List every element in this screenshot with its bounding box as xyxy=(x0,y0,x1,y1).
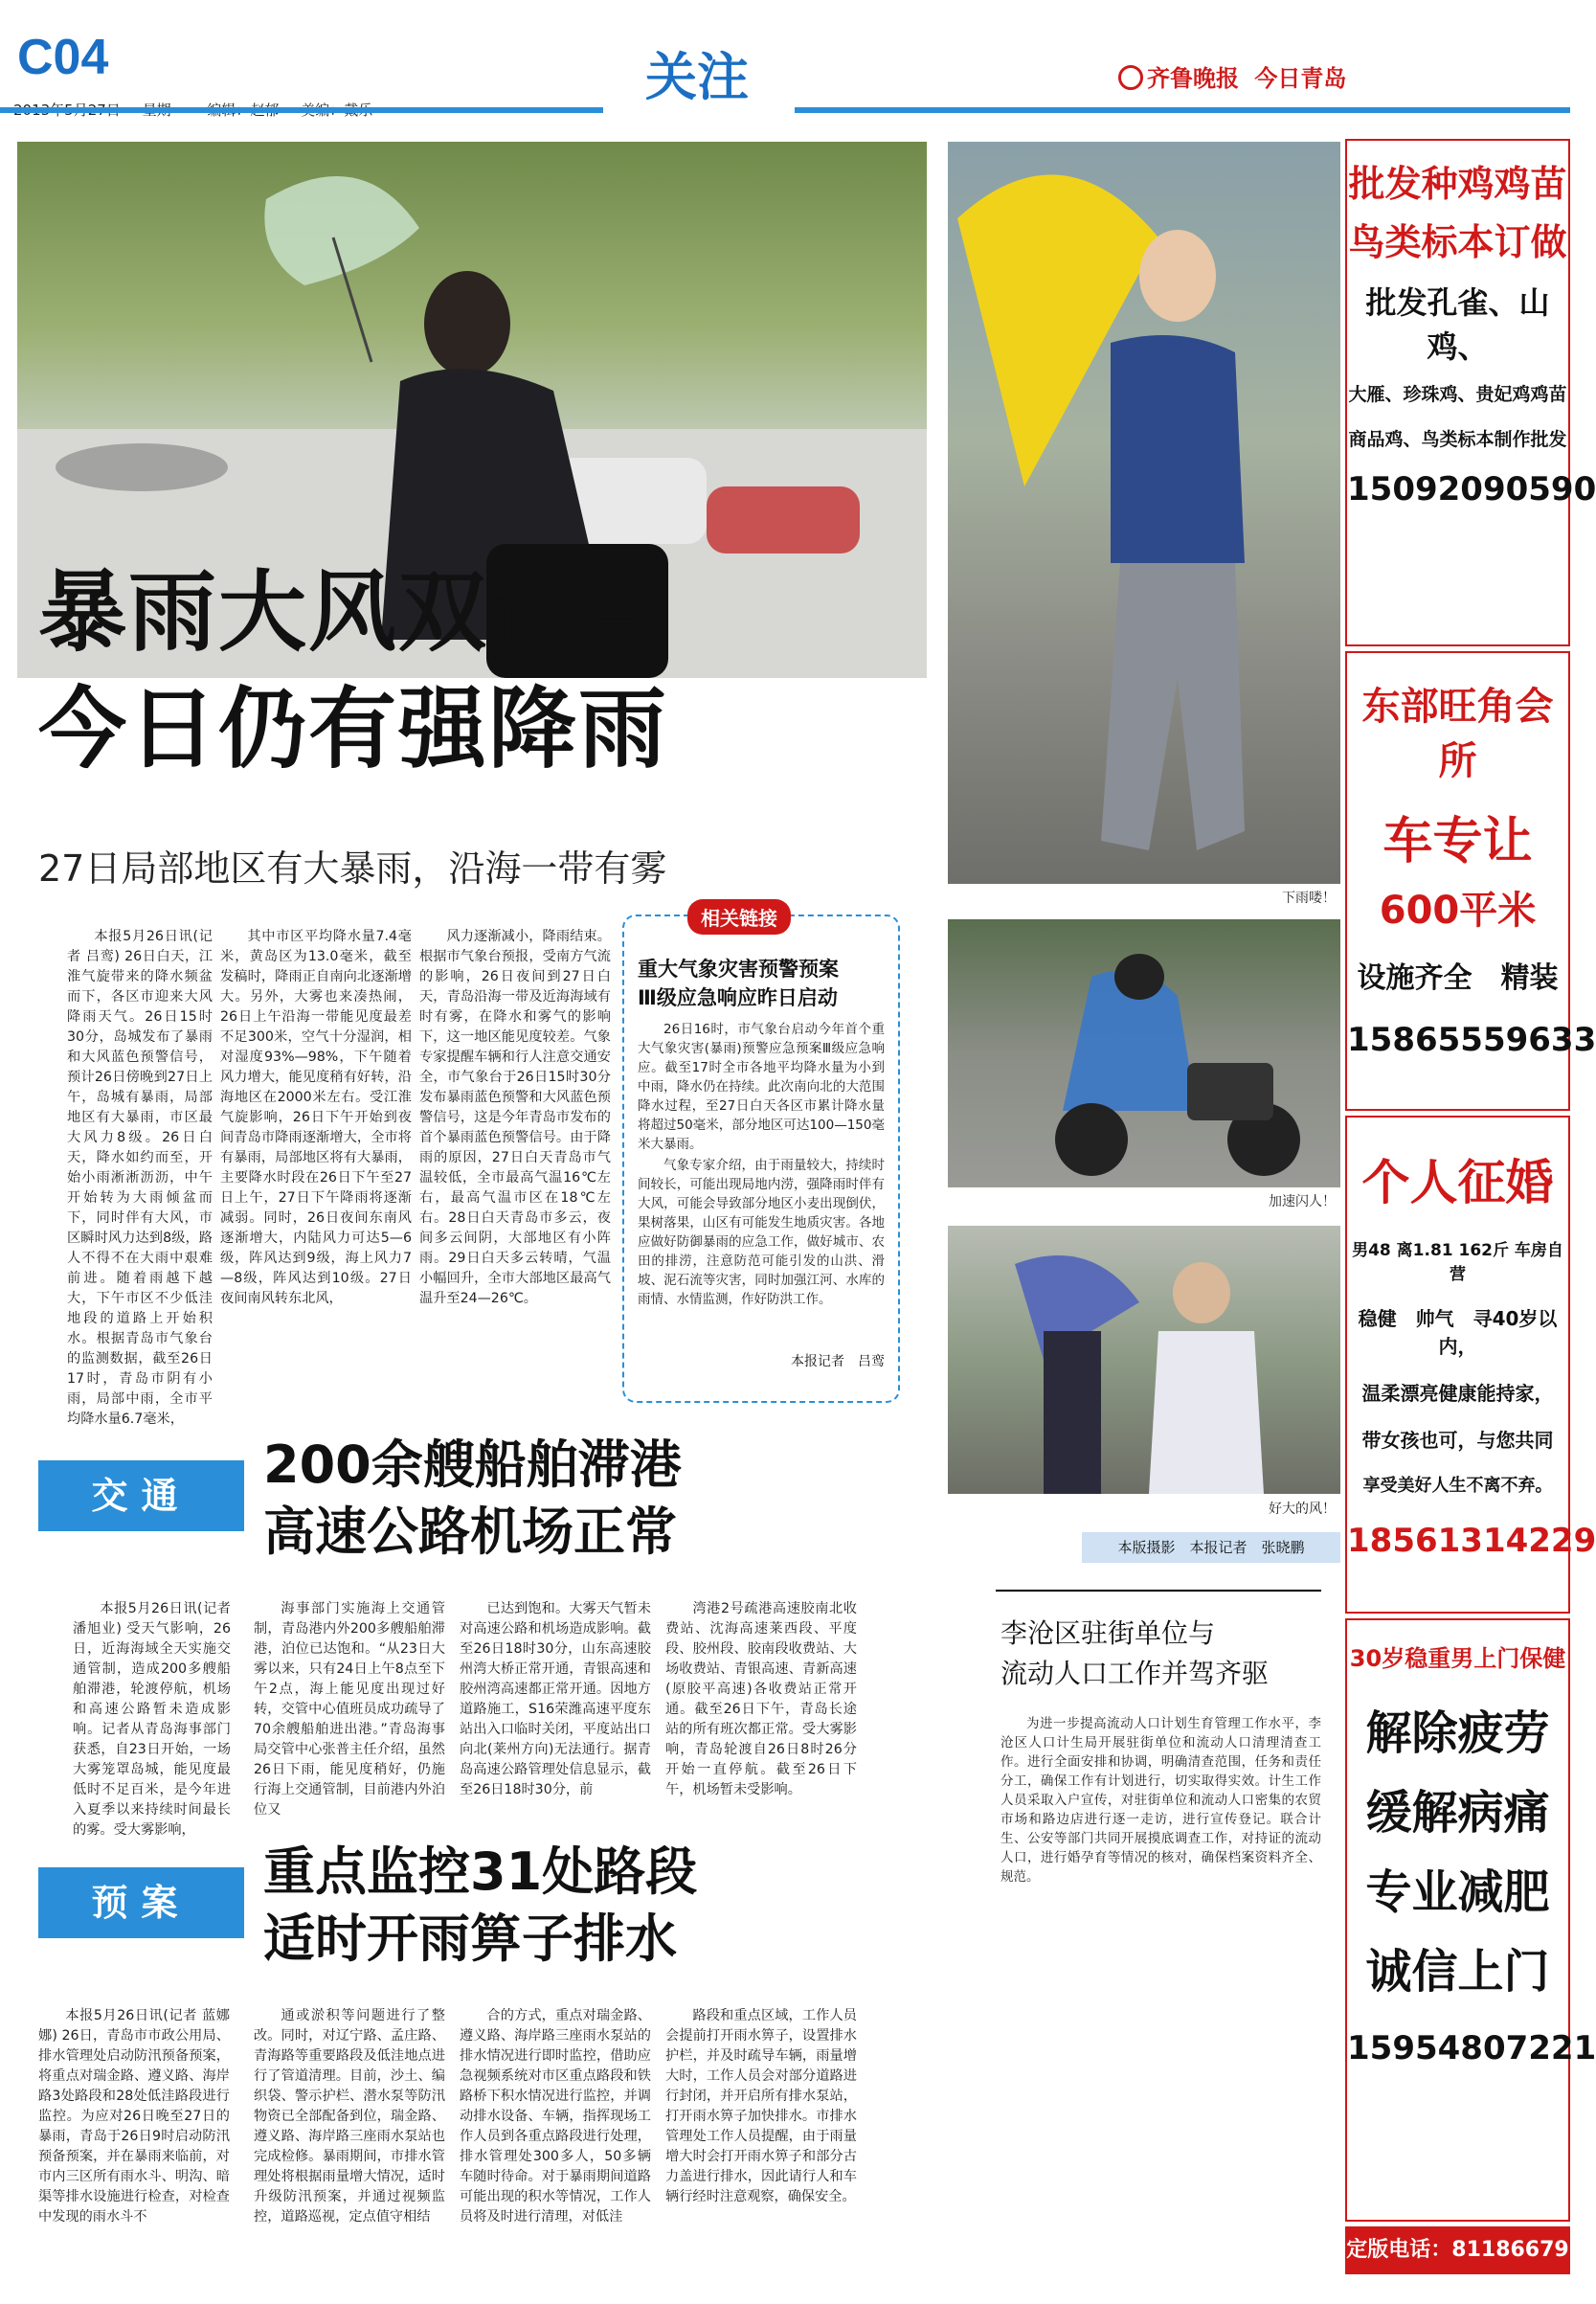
related-byline: 本报记者 吕鸾 xyxy=(791,1354,885,1369)
ad-hotline-number: 81186679 xyxy=(1451,2238,1569,2262)
ad-club-line4: 设施齐全 精装 xyxy=(1357,961,1559,995)
motorbike-illustration xyxy=(948,919,1340,1187)
traffic-title-line1: 200余艘船舶滞港 xyxy=(263,1434,682,1495)
traffic-col-2 xyxy=(254,1599,445,1829)
newspaper-name: 齐鲁晚报 xyxy=(1147,65,1239,92)
side-news-title-line1: 李沧区驻街单位与 xyxy=(1000,1617,1216,1649)
photo-boy-umbrella xyxy=(948,142,1340,884)
ad-club xyxy=(1345,651,1596,1111)
ad-health-line5: 诚信上门 xyxy=(1365,1945,1550,1999)
ad-marriage-phone: 18561314229 xyxy=(1347,1522,1596,1560)
boy-umbrella-illustration xyxy=(948,142,1340,884)
related-badge: 相关链接 xyxy=(687,899,791,935)
plan-col-3-text: 合的方式，重点对瑞金路、遵义路、海岸路三座雨水泵站的排水情况进行即时监控，借助应急视频系统对市区重点路段和铁路桥下积水情况进行监控，并调动排水设备、车辆，指挥现场工作人员到各重点路段进行处理，排水管理处300多人，50多辆车随时待命。对于暴雨期间道路可能出现的积水等情况，工作人员将及时进行清理，对低洼 xyxy=(460,2008,651,2225)
photo-credit: 本版摄影 本报记者 张晓鹏 xyxy=(1082,1532,1340,1563)
caption-2: 加速闪人！ xyxy=(1269,1194,1336,1209)
side-news-title-line2: 流动人口工作并驾齐驱 xyxy=(1000,1658,1270,1689)
ad-marriage-line3: 稳健 帅气 寻40岁以内， xyxy=(1358,1307,1558,1358)
photo-wind xyxy=(948,1226,1340,1494)
ad-birds-line3: 批发孔雀、山鸡、 xyxy=(1365,284,1550,365)
related-title-line2: Ⅲ级应急响应昨日启动 xyxy=(638,986,838,1009)
traffic-tag: 交通 xyxy=(38,1460,244,1531)
related-link-box xyxy=(622,907,900,1403)
ad-health xyxy=(1345,1618,1596,2222)
plan-tag: 预案 xyxy=(38,1867,244,1938)
traffic-col-3-text: 已达到饱和。大雾天气暂未对高速公路和机场造成影响。截至26日18时30分，山东高速胶州湾大桥正常开通，青银高速和胶州湾高速都正常开通。因地方道路施工，S16荣潍高速平度东站出入口临时关闭，平度站出口向北(莱州方向)无法通行。据青岛高速公路管理处信息显示，截至26日18时30分，前 xyxy=(460,1601,651,1797)
ad-health-phone: 15954807221 xyxy=(1347,2029,1596,2067)
traffic-col-2-text: 海事部门实施海上交通管制，青岛港内外200多艘船舶滞港，泊位已达饱和。“从23日大雾以来，只有24日上午8点至下午2点，海上能见度出现过好转，交管中心值班员成功疏导了70余艘船舶进出港。”青岛海事局交管中心张普主任介绍，虽然26日下雨，能见度稍好，仍施行海上交通管制，目前港内外泊位又 xyxy=(254,1601,445,1818)
plan-col-2-text: 通或淤积等问题进行了整改。同时，对辽宁路、孟庄路、青海路等重要路段及低洼地点进行了管道清理。目前，沙土、编织袋、警示护栏、潜水泵等防汛物资已全部配备到位，瑞金路、遵义路、海岸路三座雨水泵站也完成检修。暴雨期间，市排水管理处将根据雨量增大情况，适时升级防汛预案，并通过视频监控，道路巡视，定点值守相结 xyxy=(254,2008,445,2225)
ad-health-line2: 解除疲劳 xyxy=(1365,1706,1550,1760)
lead-title-line1: 暴雨大风双预警 xyxy=(38,561,669,664)
traffic-col-1 xyxy=(73,1599,231,1838)
section-title: 关注 xyxy=(645,47,749,107)
page-code: C04 xyxy=(17,30,109,85)
lead-col-1-text: 本报5月26日讯(记者 吕鸾) 26日白天，江淮气旋带来的降水频盆而下，各区市迎来大风降雨天气。26日15时30分，岛城发布了暴雨和大风蓝色预警信号，预计26日傍晚到27日上午，岛城有暴雨，局部地区有大暴雨，市区最大风力8级。26日白天，降水如约而至，开始小雨淅淅沥沥，中午开始转为大雨倾盆而下，同时伴有大风，市区瞬时风力达到8级，路人不得不在大雨中艰难前进。随着雨越下越大，下午市区不少低洼地段的道路上开始积水。根据青岛市气象台的监测数据，截至26日17时，青岛市阴有小雨，局部中雨，全市平均降水量6.7毫米， xyxy=(67,929,213,1427)
ad-club-phone: 15865559633 xyxy=(1347,1021,1596,1059)
plan-col-4 xyxy=(665,2006,857,2274)
ad-club-line3: 600平米 xyxy=(1379,889,1537,933)
header-rule-left xyxy=(0,107,603,113)
plan-col-2 xyxy=(254,2006,445,2274)
ad-health-line4: 专业减肥 xyxy=(1365,1865,1550,1919)
ad-health-line1: 30岁稳重男上门保健 xyxy=(1349,1645,1566,1672)
side-news-text: 为进一步提高流动人口计划生育管理工作水平，李沧区人口计生局开展驻街单位和流动人口清理清查工作。进行全面安排和协调，明确清查范围，任务和责任分工，确保工作有计划进行，切实取得实效。计生工作人员采取入户宣传，对驻街单位和流动人口密集的农贸市场和路边店进行逐一走访，进行宣传登记。联合计生、公安等部门共同开展摸底调查工作，对持证的流动人口，进行婚孕育等情况的核对，确保档案资料齐全、规范。 xyxy=(1000,1716,1321,1885)
traffic-col-4 xyxy=(665,1599,857,1829)
ad-marriage-line4: 温柔漂亮健康能持家， xyxy=(1361,1382,1554,1405)
lead-photo xyxy=(17,142,927,678)
ad-marriage-line5: 带女孩也可，与您共同 xyxy=(1361,1429,1554,1452)
wind-illustration xyxy=(948,1226,1340,1494)
plan-col-1-text: 本报5月26日讯(记者 蓝娜娜) 26日，青岛市市政公用局、排水管理处启动防汛预备预案，将重点对瑞金路、遵义路、海岸路3处路段和28处低洼路段进行监控。为应对26日晚至27日的暴雨，青岛于26日9时启动防汛预备预案，并在暴雨来临前，对市内三区所有雨水斗、明沟、暗渠等排水设施进行检查，对检查中发现的雨水斗不 xyxy=(38,2008,230,2225)
lead-title-line2: 今日仍有强降雨 xyxy=(38,678,669,780)
traffic-title-line2: 高速公路机场正常 xyxy=(263,1502,677,1562)
side-news-body xyxy=(1000,1714,1321,1925)
plan-title-line1: 重点监控31处路段 xyxy=(263,1841,698,1902)
traffic-col-1-text: 本报5月26日讯(记者 潘旭业) 受天气影响，26日，近海海域全天实施交通管制，造成200多艘船舶滞港，轮渡停航，机场和高速公路暂未造成影响。记者从青岛海事部门获悉，自23日开始，一场大雾笼罩岛城，能见度最低时不足百米，是今年进入夏季以来持续时间最长的雾。受大雾影响， xyxy=(73,1601,231,1838)
plan-title-line2: 适时开雨箅子排水 xyxy=(263,1909,677,1969)
lead-col-2 xyxy=(220,927,412,1406)
plan-col-4-text: 路段和重点区域，工作人员会提前打开雨水箅子，设置排水护栏，并及时疏导车辆，雨量增大时，工作人员会对部分道路进行封闭，并开启所有排水泵站，打开雨水箅子加快排水。市排水管理处工作人员提醒，由于雨量增大时会打开雨水箅子和部分古力盖进行排水，因此请行人和车辆行经时注意观察，确保安全。 xyxy=(665,2008,857,2204)
ad-club-line1: 东部旺角会所 xyxy=(1361,685,1554,783)
caption-1: 下雨喽！ xyxy=(1282,891,1336,906)
lead-col-3-text: 风力逐渐减小，降雨结束。根据市气象台预报，受南方气流的影响，26日夜间到27日白天，青岛沿海一带及近海海域有时有雾，在降水和雾气的影响下，这一地区能见度较差。气象专家提醒车辆和行人注意交通安全，市气象台于26日15时30分发布暴雨蓝色预警和大风蓝色预警信号，这是今年青岛市发布的首个暴雨蓝色预警信号。由于降雨的原因，27日白天青岛市气温较低，全市最高气温16℃左右，最高气温市区在18℃左右。28日白天青岛市多云，夜间多云间阴，大部地区有小阵雨。29日白天多云转晴，气温小幅回升，全市大部地区最高气温升至24—26℃。 xyxy=(419,929,611,1306)
caption-3: 好大的风！ xyxy=(1269,1502,1336,1517)
ad-birds-line1: 批发种鸡鸡苗 xyxy=(1348,163,1567,205)
photo-motorbike xyxy=(948,919,1340,1187)
ad-marriage-line2: 男48 离1.81 162斤 车房自营 xyxy=(1352,1241,1563,1284)
ad-marriage xyxy=(1345,1116,1596,1614)
ad-birds-phone: 15092090590 xyxy=(1347,470,1596,508)
lead-col-1 xyxy=(67,927,213,1427)
lead-col-3 xyxy=(419,927,611,1406)
related-para-1: 26日16时，市气象台启动今年首个重大气象灾害(暴雨)预警应急预案Ⅲ级应急响应。截至17时全市各地平均降水量为小到中雨，降水仍在持续。此次南向北的大范围降水过程，至27日白天各区市累计降水量将超过50毫米，部分地区可达100—150毫米大暴雨。 xyxy=(638,1022,885,1152)
newspaper-logo xyxy=(1118,59,1346,93)
side-news-rule xyxy=(996,1590,1321,1592)
ad-birds xyxy=(1345,139,1596,646)
plan-col-3 xyxy=(460,2006,651,2274)
traffic-col-3 xyxy=(460,1599,651,1829)
logo-icon xyxy=(1118,65,1143,90)
edition-name: 今日青岛 xyxy=(1254,65,1347,92)
ad-marriage-line6: 享受美好人生不离不弃。 xyxy=(1362,1476,1553,1496)
traffic-col-4-text: 湾港2号疏港高速胶南北收费站、沈海高速莱西段、平度段、胶州段、胶南段收费站、大场收费站、青银高速、青新高速(原胶平高速)各收费站正常开通。截至26日下午，青岛长途站的所有班次都正常。受大雾影响，青岛轮渡自26日8时26分开始一直停航。截至26日下午，机场暂未受影响。 xyxy=(665,1601,857,1797)
lead-col-2-text: 其中市区平均降水量7.4毫米，黄岛区为13.0毫米，截至发稿时，降雨正自南向北逐渐增大。另外，大雾也来凑热闹，26日上午沿海一带能见度最差不足300米，空气十分湿润，相对湿度93%—98%，下午随着风力增大，能见度稍有好转，沿海地区在2000米左右。受江淮气旋影响，26日下午开始到夜间青岛市降雨逐渐增大，全市将有暴雨，局部地区将有大暴雨，主要降水时段在26日下午至27日上午，27日下午降雨将逐渐减弱。同时，26日夜间东南风逐渐增大，内陆风力可达5—6级，阵风达到9级，海上风力7—8级，阵风达到10级。27日夜间南风转东北风， xyxy=(220,929,412,1306)
lead-subtitle: 27日局部地区有大暴雨，沿海一带有雾 xyxy=(38,847,667,890)
related-title-line1: 重大气象灾害预警预案 xyxy=(638,958,839,981)
plan-col-1 xyxy=(38,2006,230,2274)
related-para-2: 气象专家介绍，由于雨量较大，持续时间较长，可能出现局地内涝，强降雨时伴有大风，可能会导致部分地区小麦出现倒伏，果树落果，山区有可能发生地质灾害。各地应做好防御暴雨的应急工作，做好城市、农田的排涝，注意防范可能引发的山洪、滑坡、泥石流等灾害，同时加强江河、水库的雨情、水情监测，作好防洪工作。 xyxy=(638,1158,885,1307)
ad-birds-line2: 鸟类标本订做 xyxy=(1348,221,1567,263)
related-body xyxy=(638,1020,885,1345)
ad-hotline xyxy=(1345,2226,1570,2274)
ad-hotline-label: 定版电话： xyxy=(1346,2238,1452,2262)
ad-health-line3: 缓解病痛 xyxy=(1365,1786,1550,1840)
ad-birds-line4: 大雁、珍珠鸡、贵妃鸡鸡苗 xyxy=(1348,384,1567,405)
ad-marriage-line1: 个人征婚 xyxy=(1361,1155,1554,1210)
header-rule-right xyxy=(795,107,1570,113)
ad-birds-line5: 商品鸡、鸟类标本制作批发 xyxy=(1348,429,1567,450)
ad-club-line2: 车专让 xyxy=(1382,813,1533,870)
